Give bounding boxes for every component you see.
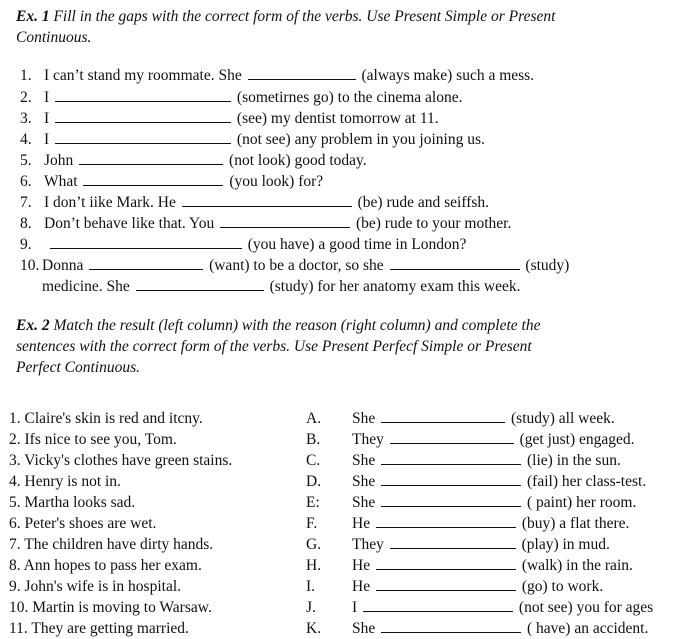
ex1-item-8: 8. Don’t behave like that. You (be) rude to your mother. [20, 215, 512, 232]
ex2-reason-H: H. He (walk) in the rain. [306, 557, 633, 574]
ex2-reason-D: D. She (fail) her class-test. [306, 473, 647, 490]
ex2-result-4: 4. Henry is not in. [9, 473, 121, 490]
answer-blank[interactable] [381, 471, 521, 486]
ex1-item-10: 10. Donna (want) to be a doctor, so she (study) [20, 257, 570, 274]
ex2-result-9: 9. John's wife is in hospital. [9, 578, 181, 595]
ex1-item-4: 4. I (not see) any problem in you joining us. [20, 131, 485, 148]
ex2-reason-B: B. They (get just) engaged. [306, 431, 635, 448]
answer-blank[interactable] [376, 576, 516, 591]
answer-blank[interactable] [376, 555, 516, 570]
ex2-result-6: 6. Peter's shoes are wet. [9, 515, 157, 532]
ex2-result-7: 7. The children have dirty hands. [9, 536, 214, 553]
ex1-item-6: 6. What (you look) for? [20, 173, 324, 190]
ex2-reason-C: C. She (lie) in the sun. [306, 452, 621, 469]
ex2-reason-F: F. He (buy) a flat there. [306, 515, 630, 532]
ex2-instruction-line3: Perfect Continuous. [16, 359, 140, 376]
answer-blank[interactable] [55, 87, 231, 102]
answer-blank[interactable] [363, 597, 513, 612]
answer-blank[interactable] [390, 534, 516, 549]
answer-blank[interactable] [136, 276, 264, 291]
ex2-instruction-text: Match the result (left column) with the reason (right column) and complete the [53, 317, 541, 334]
ex2-reason-J: J. I (not see) you for ages [306, 599, 654, 616]
ex1-item-2: 2. I (sometirnes go) to the cinema alone. [20, 89, 463, 106]
answer-blank[interactable] [83, 171, 223, 186]
answer-blank[interactable] [390, 429, 514, 444]
ex2-result-10: 10. Martin is moving to Warsaw. [9, 599, 212, 616]
ex1-label: Ex. 1 [16, 8, 50, 25]
answer-blank[interactable] [182, 192, 352, 207]
ex2-result-5: 5. Martha looks sad. [9, 494, 136, 511]
answer-blank[interactable] [55, 108, 231, 123]
answer-blank[interactable] [89, 255, 203, 270]
ex2-result-3: 3. Vicky's clothes have green stains. [9, 452, 233, 469]
ex1-item-5: 5. John (not look) good today. [20, 152, 367, 169]
ex2-result-2: 2. Ifs nice to see you, Tom. [9, 431, 177, 448]
answer-blank[interactable] [381, 408, 505, 423]
ex2-result-11: 11. They are getting married. [9, 620, 189, 637]
ex1-item-1: 1. I can’t stand my roommate. She (always make) such a mess. [20, 67, 535, 84]
ex1-item-9: 9. (you have) a good time in London? [20, 236, 467, 253]
ex1-instruction-line2: Continuous. [16, 29, 92, 46]
ex1-item-10-continuation: medicine. She (study) for her anatomy exam this week. [42, 278, 521, 295]
answer-blank[interactable] [390, 255, 520, 270]
ex2-reason-E: E: She ( paint) her room. [306, 494, 637, 511]
answer-blank[interactable] [79, 150, 223, 165]
ex1-instruction-line1 [16, 6, 555, 27]
answer-blank[interactable] [220, 213, 350, 228]
ex2-reason-K: K. She ( have) an accident. [306, 620, 649, 637]
answer-blank[interactable] [50, 234, 242, 249]
ex2-reason-I: I. He (go) to work. [306, 578, 604, 595]
answer-blank[interactable] [376, 513, 516, 528]
ex2-instruction-line2: sentences with the correct form of the verbs. Use Present Perfecf Simple or Present [16, 338, 532, 355]
answer-blank[interactable] [381, 492, 521, 507]
ex1-item-7: 7. I don’t iike Mark. He (be) rude and seiffsh. [20, 194, 490, 211]
ex2-instruction-line1 [16, 315, 540, 336]
ex2-reason-A: A. She (study) all week. [306, 410, 615, 427]
ex1-instruction-text: Fill in the gaps with the correct form of the verbs. Use Present Simple or Present [53, 8, 556, 25]
ex2-result-8: 8. Ann hopes to pass her exam. [9, 557, 202, 574]
answer-blank[interactable] [55, 129, 231, 144]
answer-blank[interactable] [248, 65, 356, 80]
ex1-item-3: 3. I (see) my dentist tomorrow at 11. [20, 110, 439, 127]
answer-blank[interactable] [381, 618, 521, 633]
answer-blank[interactable] [381, 450, 521, 465]
ex2-label: Ex. 2 [16, 317, 50, 334]
ex2-reason-G: G. They (play) in mud. [306, 536, 610, 553]
ex2-result-1: 1. Claire's skin is red and itcny. [9, 410, 203, 427]
